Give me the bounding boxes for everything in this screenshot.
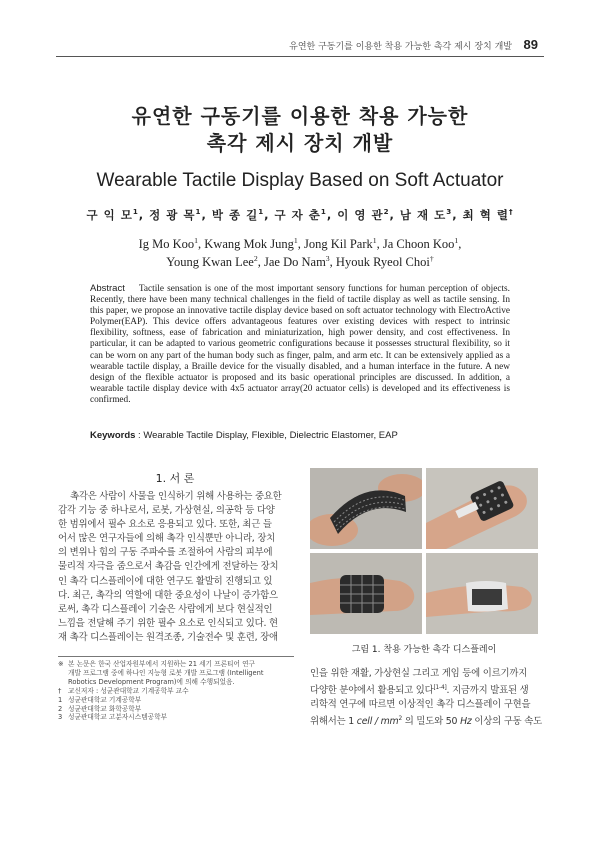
title-english: Wearable Tactile Display Based on Soft Actuator	[96, 170, 504, 191]
author-en: Ig Mo Koo	[138, 237, 195, 252]
abstract-label: Abstract	[90, 283, 125, 294]
body-line: 재 촉각 디스플레이는 원격조종, 기술전수 및 훈련, 장애	[58, 631, 278, 643]
body-text-left	[58, 490, 294, 645]
figure-caption: 그림 1. 착용 가능한 촉각 디스플레이	[351, 645, 497, 655]
abstract-text: Tactile sensation is one of the most important sensory functions for human perception of objects. Recently, there have been many technical challenges in the field of tactile display as well as tactile sensing. In this paper, we propose an innovative tactile display device based on soft actuator technology with ElectroActive Polymer(EAP). This device offers advantageous features over existing devices with respect to intrinsic flexibility, softness, ease of fabrication and miniaturization, high power density, and cost effectiveness. In particular, it can be adapted to various geometric configurations because it possesses structural flexibility, so it can be worn on any part of the human body such as finger, palm, and arm etc. It can be extensively applied as a wearable tactile display, a Braille device for the visually disabled, and a human interface in the future. A new design of the flexible actuator is proposed and its basic operational principles are discussed. In addition, a wearable tactile display device with 4x5 actuator array(20 actuator cells) is developed and its effectiveness is confirmed.	[90, 284, 510, 405]
author-ko: 구 익 모	[86, 208, 133, 222]
body-line: 다양한 분야에서 활용되고 있다[1-4]. 지금까지 발표된 생	[310, 685, 529, 697]
citation-ref: [1-4]	[433, 685, 447, 692]
body-line: 어서 많은 연구자들에 의해 촉각 인식뿐만 아니라, 장치	[58, 533, 276, 545]
author-en: Young Kwan Lee	[166, 255, 254, 270]
body-line: 로써, 촉각 디스플레이 기술은 사람에게 보다 현실적인	[58, 603, 273, 615]
body-line: 촉각은 사람이 사물을 인식하기 위해 사용하는 중요한	[70, 491, 282, 502]
author-ko: 이 영 관	[337, 208, 384, 222]
authors-english-line2: Young Kwan Lee$^2$, Jae Do Nam$^3$, Hyouk Ryeol Choi†	[166, 254, 434, 270]
authors-english-line1: Ig Mo Koo$^1$, Kwang Mok Jung$^1$, Jong Kil Park$^1$, Ja Choon Koo$^1$,	[138, 236, 462, 252]
author-ko: 정 광 목	[149, 208, 196, 222]
author-ko: 남 재 도	[399, 208, 447, 222]
figure-wearable-display	[310, 468, 538, 634]
body-line: 느낌을 전달해 주기 위한 필수 요소로 인식되고 있다. 현	[58, 617, 278, 629]
author-ko: 최 혁 렬	[462, 208, 509, 222]
running-header	[0, 38, 600, 56]
photo-flexible-sheet	[310, 468, 422, 549]
footnote-rule	[58, 656, 294, 657]
title-korean-line2: 촉각 제시 장치 개발	[206, 131, 394, 155]
footnote-affiliation: 1 성균관대학교 기계공학부	[58, 695, 142, 704]
author-ko: 박 종 길	[211, 208, 259, 222]
keywords-label: Keywords	[90, 430, 136, 441]
footnote-affiliation: 3 성균관대학교 고분자시스템공학부	[58, 713, 168, 722]
keywords	[90, 430, 520, 441]
body-line: 한 범위에서 필수 요소로 응용되고 있다. 또한, 최근 들	[58, 519, 272, 531]
running-title: 유연한 구동기를 이용한 착용 가능한 촉각 제시 장치 개발	[289, 42, 512, 52]
body-text-right	[310, 667, 542, 730]
body-line: 의 변위나 힘의 구동 주파수를 조절하여 사람의 피부에	[58, 547, 273, 559]
footnotes	[58, 660, 294, 722]
footnote-funding: ※ 본 논문은 한국 산업자원부에서 지원하는 21 세기 프론티어 연구 개발 프로그램 중에 하나인 지능형 로봇 개발 프로그램 (Intelligent Robotics Development Program)에 의해 수행되었음.	[58, 660, 264, 686]
author-en: Ja Choon Koo	[382, 237, 455, 252]
body-line: 인을 위한 재활, 가상현실 그리고 게임 등에 이르기까지	[310, 668, 528, 679]
header-rule	[56, 56, 544, 57]
footnote-affiliation: 2 성균관대학교 화학공학부	[58, 704, 142, 713]
body-line: 인 촉각 디스플레이에 대한 연구도 활발히 진행되고 있	[58, 575, 273, 587]
body-line: 다. 최근, 촉각의 역할에 대한 중요성이 나날이 증가함으	[58, 589, 278, 601]
author-en: Jong Kil Park	[304, 237, 373, 252]
author-en: Hyouk Ryeol Choi	[335, 255, 430, 270]
body-line: 물리적 자극을 줌으로서 촉감을 인간에게 전달하는 장치	[58, 561, 279, 573]
photo-thumb-device	[426, 553, 538, 634]
author-ko: 구 자 춘	[274, 208, 321, 222]
body-line: 리학적 연구에 따르면 이상적인 촉각 디스플레이 구현을	[310, 699, 531, 711]
footnote-corresponding: † 교신저자 : 성균관대학교 기계공학부 교수	[58, 686, 189, 695]
keywords-text: : Wearable Tactile Display, Flexible, Dielectric Elastomer, EAP	[135, 430, 398, 441]
body-line: 위해서는 1 cell / $mm^2$ 의 밀도와 50 Hz 이상의 구동 속도	[310, 716, 542, 728]
abstract	[90, 283, 510, 406]
photo-fingertip-device	[426, 468, 538, 549]
page-number: 89	[523, 37, 538, 52]
title-korean-line1: 유연한 구동기를 이용한 착용 가능한	[131, 104, 469, 128]
section-heading: 1. 서 론	[155, 472, 195, 485]
body-line: 감각 기능 중 하나로서, 로봇, 가상현실, 의공학 등 다양	[58, 505, 275, 517]
photo-wrapped-finger	[310, 553, 422, 634]
author-en: Kwang Mok Jung	[204, 237, 294, 252]
authors-korean: 구 익 모$^1$, 정 광 목$^1$, 박 종 길$^1$, 구 자 춘$^1$, 이 영 관$^2$, 남 재 도$^3$, 최 혁 렬†	[86, 207, 514, 222]
author-en: Jae Do Nam	[264, 255, 326, 270]
